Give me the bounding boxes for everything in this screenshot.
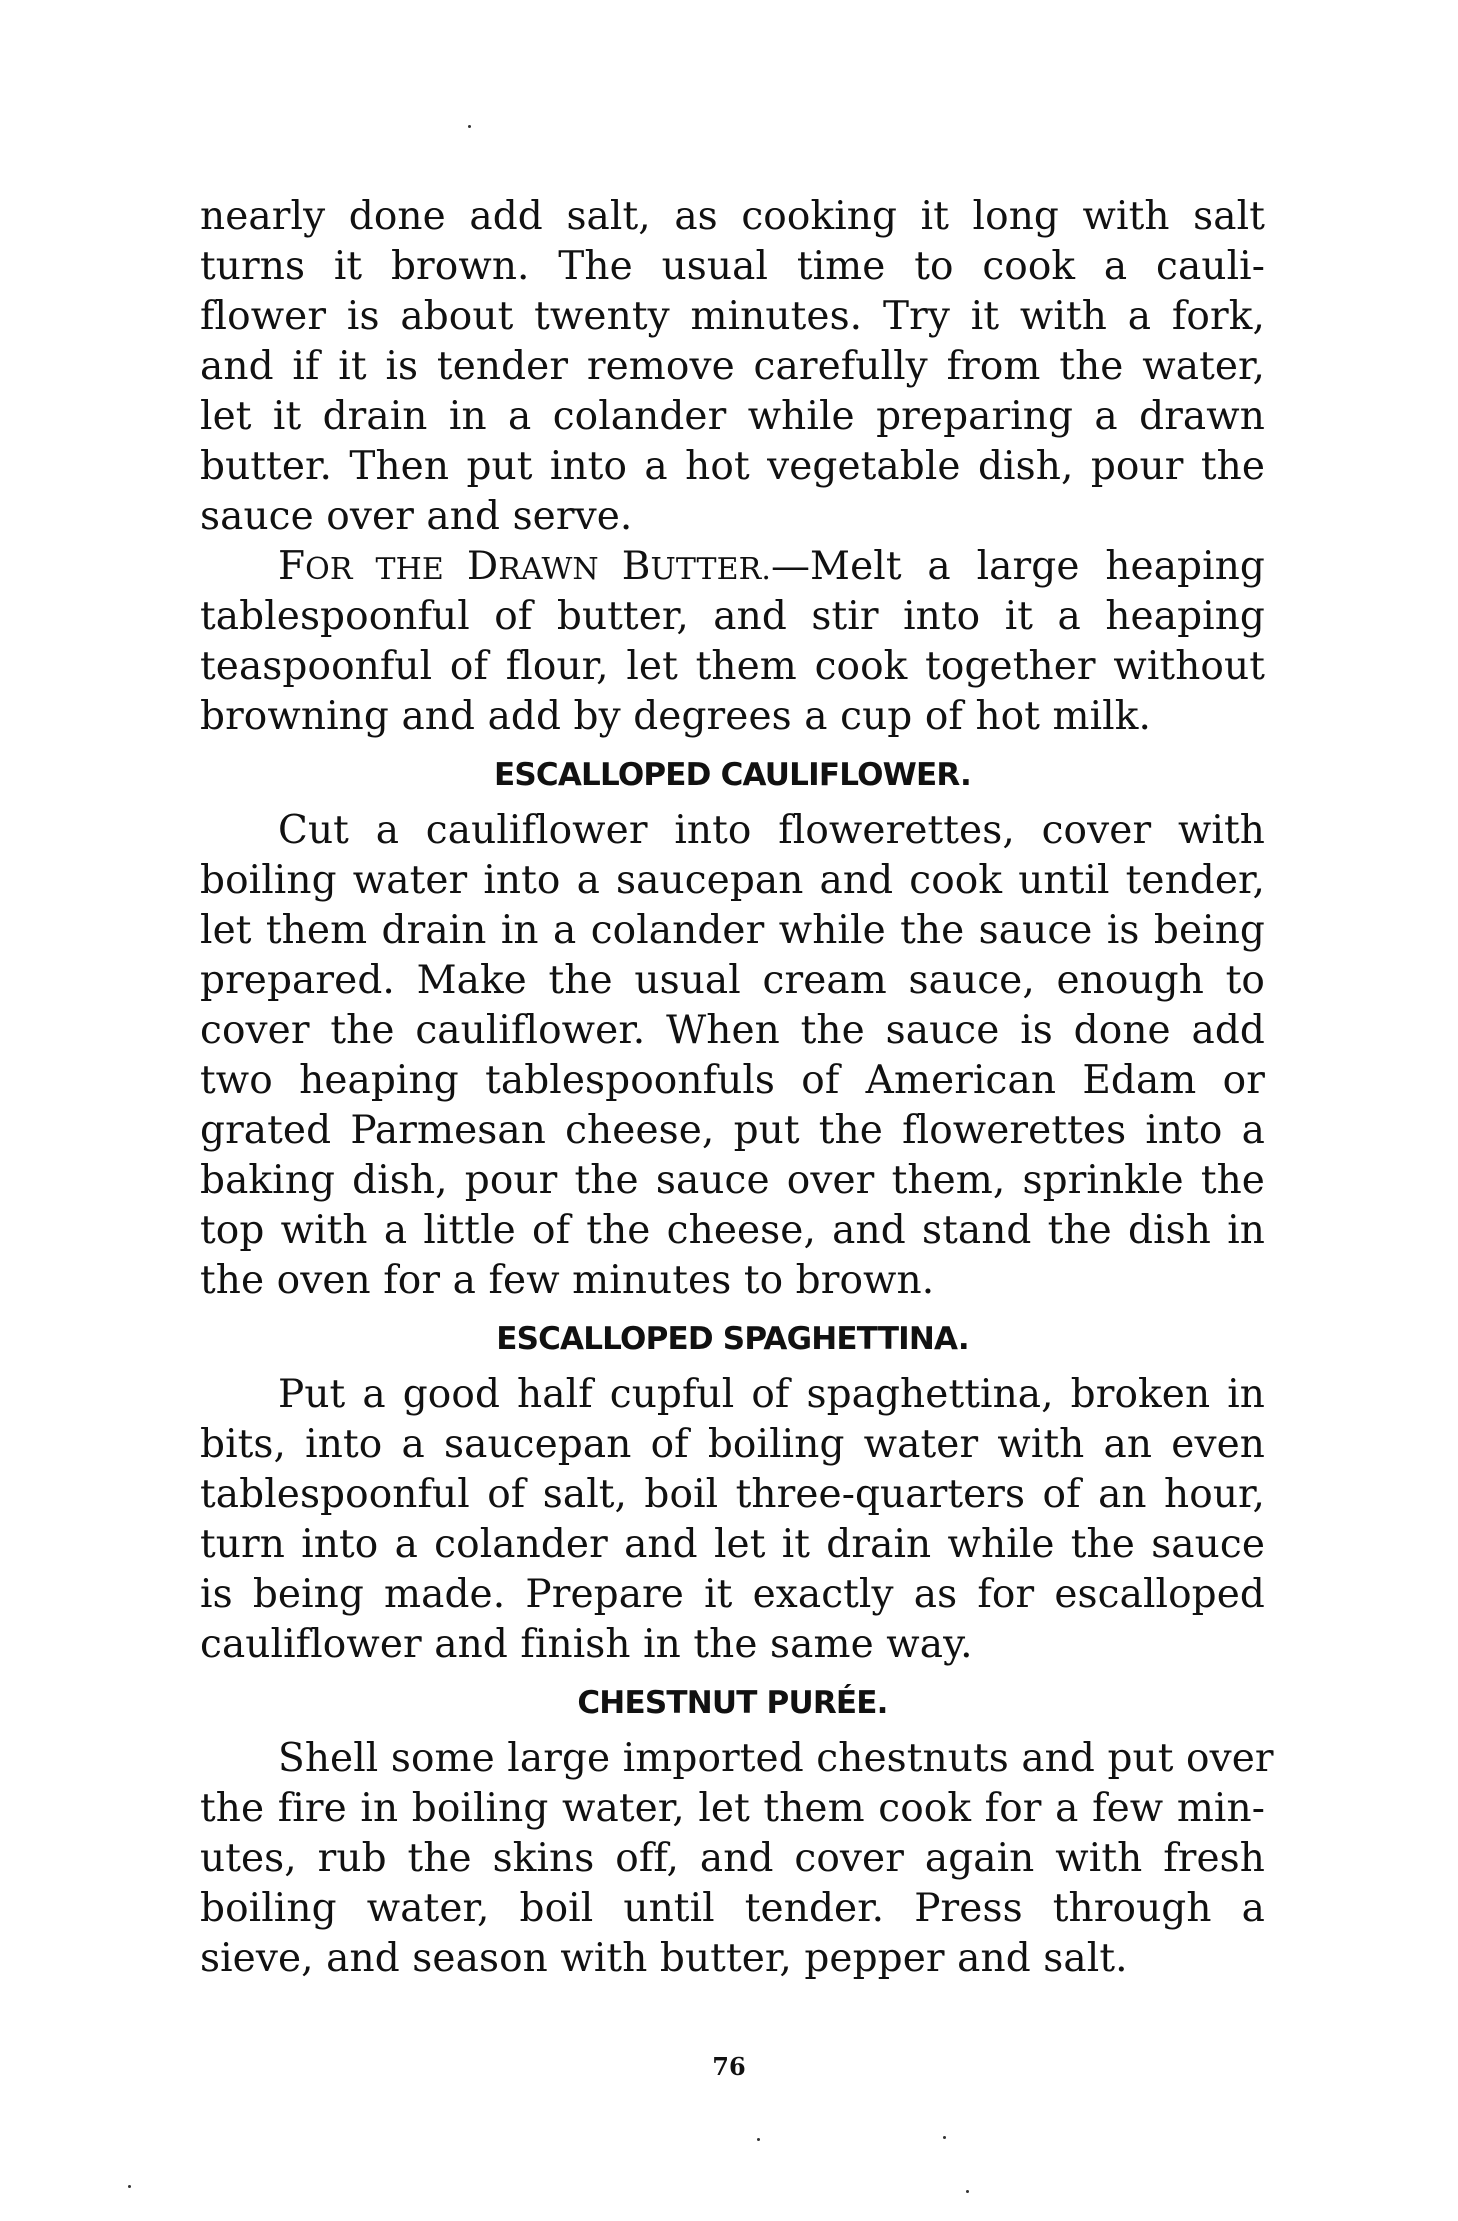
section-chestnut-puree <box>200 1676 1274 1984</box>
text-line: the oven for a few minutes to brown. <box>200 1258 935 1303</box>
text-line: top with a little of the cheese, and stand the dish in <box>200 1208 1265 1253</box>
text-line: Cut a cauliflower into flowerettes, cover with <box>278 808 1265 853</box>
drawn-butter-line-rest: —Melt a large heaping <box>770 544 1265 589</box>
scan-speck <box>757 2138 760 2141</box>
text-line: sauce over and serve. <box>200 494 633 539</box>
text-line: nearly done add salt, as cooking it long with salt <box>200 194 1265 239</box>
text-line: flower is about twenty minutes. Try it with a fork, <box>200 294 1265 339</box>
text-line: the fire in boiling water, let them cook for a few min- <box>200 1786 1265 1831</box>
drawn-butter-label: FOR THE DRAWN BUTTER. <box>278 544 771 589</box>
text-line: cover the cauliflower. When the sauce is done add <box>200 1008 1265 1053</box>
text-line: two heaping tablespoonfuls of American Edam or <box>200 1058 1265 1103</box>
text-line: let it drain in a colander while preparing a drawn <box>200 394 1265 439</box>
text-line: let them drain in a colander while the sauce is being <box>200 908 1265 953</box>
text-line: teaspoonful of flour, let them cook together without <box>200 644 1265 689</box>
text-line: tablespoonful of salt, boil three-quarters of an hour, <box>200 1472 1265 1517</box>
section-escalloped-cauliflower <box>200 748 1265 1306</box>
text-line: is being made. Prepare it exactly as for escalloped <box>200 1572 1265 1617</box>
text-line: Shell some large imported chestnuts and put over <box>278 1736 1274 1781</box>
scan-speck <box>128 2185 131 2188</box>
text-line: boiling water, boil until tender. Press through a <box>200 1886 1265 1931</box>
book-page <box>200 192 1274 1984</box>
text-line: tablespoonful of butter, and stir into it a heaping <box>200 594 1265 639</box>
text-line: sieve, and season with butter, pepper and salt. <box>200 1936 1128 1981</box>
section-escalloped-spaghettina <box>200 1312 1265 1670</box>
text-line: butter. Then put into a hot vegetable dish, pour the <box>200 444 1265 489</box>
intro-paragraph <box>200 192 1265 542</box>
text-line: grated Parmesan cheese, put the flowerettes into a <box>200 1108 1265 1153</box>
text-line: cauliflower and finish in the same way. <box>200 1622 973 1667</box>
text-line: baking dish, pour the sauce over them, sprinkle the <box>200 1158 1265 1203</box>
section-heading: ESCALLOPED CAULIFLOWER. <box>493 757 972 793</box>
text-line: turns it brown. The usual time to cook a cauli- <box>200 244 1265 289</box>
text-line: utes, rub the skins off, and cover again with fresh <box>200 1836 1265 1881</box>
text-line: bits, into a saucepan of boiling water with an even <box>200 1422 1265 1467</box>
section-heading: CHESTNUT PURÉE. <box>577 1685 888 1721</box>
text-line: boiling water into a saucepan and cook until tender, <box>200 858 1265 903</box>
text-line: prepared. Make the usual cream sauce, enough to <box>200 958 1265 1003</box>
text-line: and if it is tender remove carefully from the water, <box>200 344 1265 389</box>
text-line: turn into a colander and let it drain while the sauce <box>200 1522 1265 1567</box>
drawn-butter-paragraph <box>200 542 1265 742</box>
section-heading: ESCALLOPED SPAGHETTINA. <box>496 1321 969 1357</box>
text-line: browning and add by degrees a cup of hot milk. <box>200 694 1151 739</box>
text-line: Put a good half cupful of spaghettina, broken in <box>278 1372 1265 1417</box>
scan-speck <box>468 125 471 128</box>
scan-speck <box>966 2190 969 2193</box>
page-number: 76 <box>712 2052 746 2081</box>
scan-speck <box>943 2136 946 2139</box>
text-line <box>200 542 1265 592</box>
